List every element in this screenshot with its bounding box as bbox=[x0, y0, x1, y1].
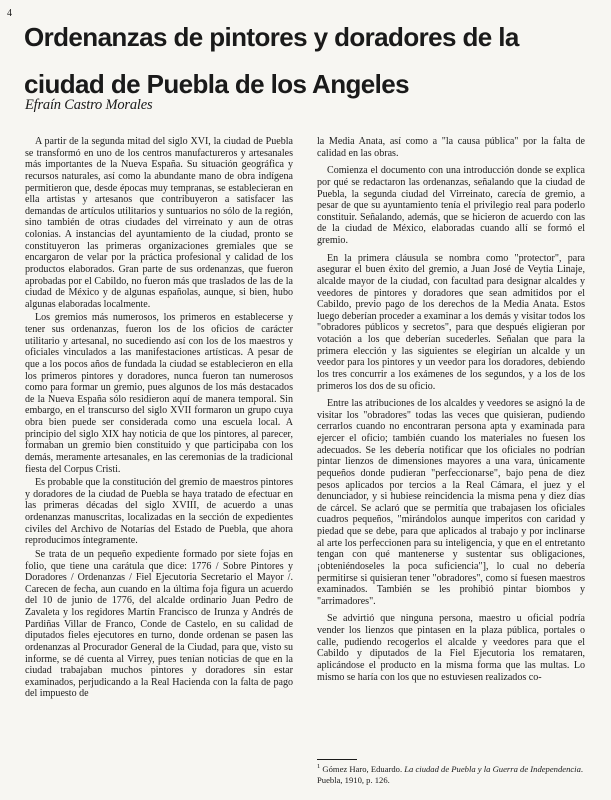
paragraph: Se trata de un pequeño expediente formado por siete fojas en folio, que tiene una carátula que dice: 1776 / Sobre Pintores y Doradores / Ordenanzas / Fiel Ejecutoria Secretario el Mayor /. Carecen de fecha, aun cuando en la última foja figura un acuerdo del 10 de junio de 1776, del alcalde ordinario Juan Pedro de Zavaleta y los regidores Martín Francisco de Irunza y Andrés de Pardiñas Villar de Franco, Conde de Castelo, en su calidad de diputados fieles ejecutores en turno, donde ordenan se pasen las ordenanzas al Procurador General de la Ciudad, para que, visto su informe, se dé cuenta al Virrey, pues tenían noticias de que en la ciudad trabajaban muchos pintores y doradores sin estar examinados, perjudicando a la Real Hacienda con la falta de pago del impuesto de bbox=[25, 548, 293, 700]
right-column bbox=[317, 136, 585, 683]
footnote bbox=[317, 764, 585, 785]
paragraph: Los gremios más numerosos, los primeros en establecerse y tener sus ordenanzas, fueron los de los oficios de carácter utilitario y artesanal, no sucediendo así con los de los maestros y oficiales vinculados a las manifestaciones artísticas. A pesar de que a los pocos años de fundada la ciudad se establecieron en ella los primeros pintores y doradores, nunca fueron tan numerosos como para formar un gremio, pues algunos de los más destacados de la Nueva España sólo residieron aquí de manera temporal. Sin embargo, en el transcurso del siglo XVII formaron un grupo cuya obra bien puede ser considerada como una escuela local. A principio del siglo XIX hay noticia de que los pintores, al parecer, formaban un gremio bien constituido y que participaba con los demás, meramente artesanales, en las ceremonias de la tradicional fiesta del Corpus Cristi. bbox=[25, 312, 293, 475]
title-line-2: ciudad de Puebla de los Angeles bbox=[24, 69, 409, 99]
paragraph: Entre las atribuciones de los alcaldes y veedores se asignó la de visitar los "obradores" todas las veces que quisieran, pudiendo cerrarlos cuando no encontraran persona apta y examinada para ejercer el oficio; también cuando los materiales no fuesen los adecuados. Se les debería notificar que los oficiales no podrían pintar lienzos de dimensiones mayores a una vara, únicamente pequeños donde pudieran "perfeccionarse", bajo pena de diez pesos aplicados por tercios a la Real Cámara, el juez y el denunciador, y si hubiese reincidencia la misma pena y diez días de cárcel. Se aclaró que se permitía que trabajasen los oficiales cuadros pequeños, "mirándolos aunque imperitos con caridad y piedad que se debe, para que aplicados al trabajo y por inclinarse al arte los perfeccionen para su inteligencia, y que en el entretanto tengan con qué mantenerse y sustentar sus obligaciones, ¡obteniéndoseles la poca suficiencia"], lo cual no debería permitirse si quisieran tener "obradores", como sí fuesen maestros examinados. También se les prohibió pintar biombos y "arrimadores". bbox=[317, 398, 585, 607]
paragraph: Es probable que la constitución del gremio de maestros pintores y doradores de la ciudad de Puebla se haya tratado de efectuar en las primeras décadas del siglo XVIII, de acuerdo a unas ordenanzas manuscritas, localizadas en la sección de expedientes civiles del Archivo de Notarías del Estado de Puebla, que ahora reproducimos íntegramente. bbox=[25, 477, 293, 547]
page-number: 4 bbox=[7, 8, 12, 19]
paragraph: Comienza el documento con una introducción donde se explica por qué se redactaron las ordenanzas, señalando que la ciudad de Puebla, la segunda ciudad del Virreinato, carecía de gremio, a pesar de que su ayuntamiento tenía el privilegio real para poderlo constituir. Señalando, además, que se hicieron de acuerdo con las de la ciudad de México, elaboradas cuando allí se formó el gremio. bbox=[317, 165, 585, 246]
footnote-divider bbox=[317, 759, 357, 760]
footnote-text-after: . Puebla, 1910, p. 126. bbox=[317, 764, 584, 785]
left-column bbox=[25, 136, 293, 700]
paragraph: A partir de la segunda mitad del siglo XVI, la ciudad de Puebla se transformó en uno de los centros manufactureros y artesanales más importantes de la Nueva España. Su situación geográfica y recursos naturales, así como la abundante mano de obra indígena permitieron que, desde épocas muy tempranas, se establecieran en ella artistas y artesanos que contribuyeron a satisfacer las demandas de artículos utilitarios y suntuarios no sólo de la región, sino también de otras ciudades del virreinato y aun de otras colonias. A instancias del ayuntamiento de la ciudad, pronto se constituyeron las primeras organizaciones gremiales que se encargaron de velar por la práctica profesional y calidad de los productos elaborados. Gran parte de sus ordenanzas, que fueron aprobadas por el Cabildo, no fueron más que traslados de las de la ciudad de México y de algunas españolas, aunque, si bien, hubo algunas elaboradas localmente. bbox=[25, 136, 293, 310]
footnote-marker: 1 bbox=[317, 763, 321, 771]
footnote-text-before: Gómez Haro, Eduardo. bbox=[322, 764, 405, 774]
paragraph: la Media Anata, así como a "la causa pública" por la falta de calidad en las obras. bbox=[317, 136, 585, 159]
paragraph: Se advirtió que ninguna persona, maestro u oficial podría vender los lienzos que pintasen en la plaza pública, portales o calle, pudiendo recogerlos el alcalde y veedores para que el Cabildo y diputados de la Fiel Ejecutoria los remataren, aplicándose el producto en la misma forma que las multas. Lo mismo se haría con los que no estuviesen realizados co- bbox=[317, 613, 585, 683]
paragraph: En la primera cláusula se nombra como "protector", para asegurar el buen éxito del gremio, a Juan José de Veytia Linaje, alcalde mayor de la ciudad, con facultad para designar alcaldes y veedores de pintores y doradores que sean admitidos por el Cabildo, previo pago de los derechos de la Media Anata. Estos luego deberían proceder a examinar a los demás y visitar todos los "obradores públicos y secretos", para que después eligieran por votación a los que deberían sucederles. Señalan que para la primera elección y las siguientes se elegirían un alcalde y un veedor para los pintores y un veedor para los doradores, debiendo los tres concurrir a los exámenes de los segundos, y a los de los primeros los dos de su oficio. bbox=[317, 252, 585, 392]
title-line-1: Ordenanzas de pintores y doradores de la bbox=[24, 22, 519, 52]
article-title bbox=[24, 14, 594, 108]
author-name: Efraín Castro Morales bbox=[25, 97, 153, 113]
footnote-cited-title: La ciudad de Puebla y la Guerra de Independencia bbox=[404, 764, 581, 774]
